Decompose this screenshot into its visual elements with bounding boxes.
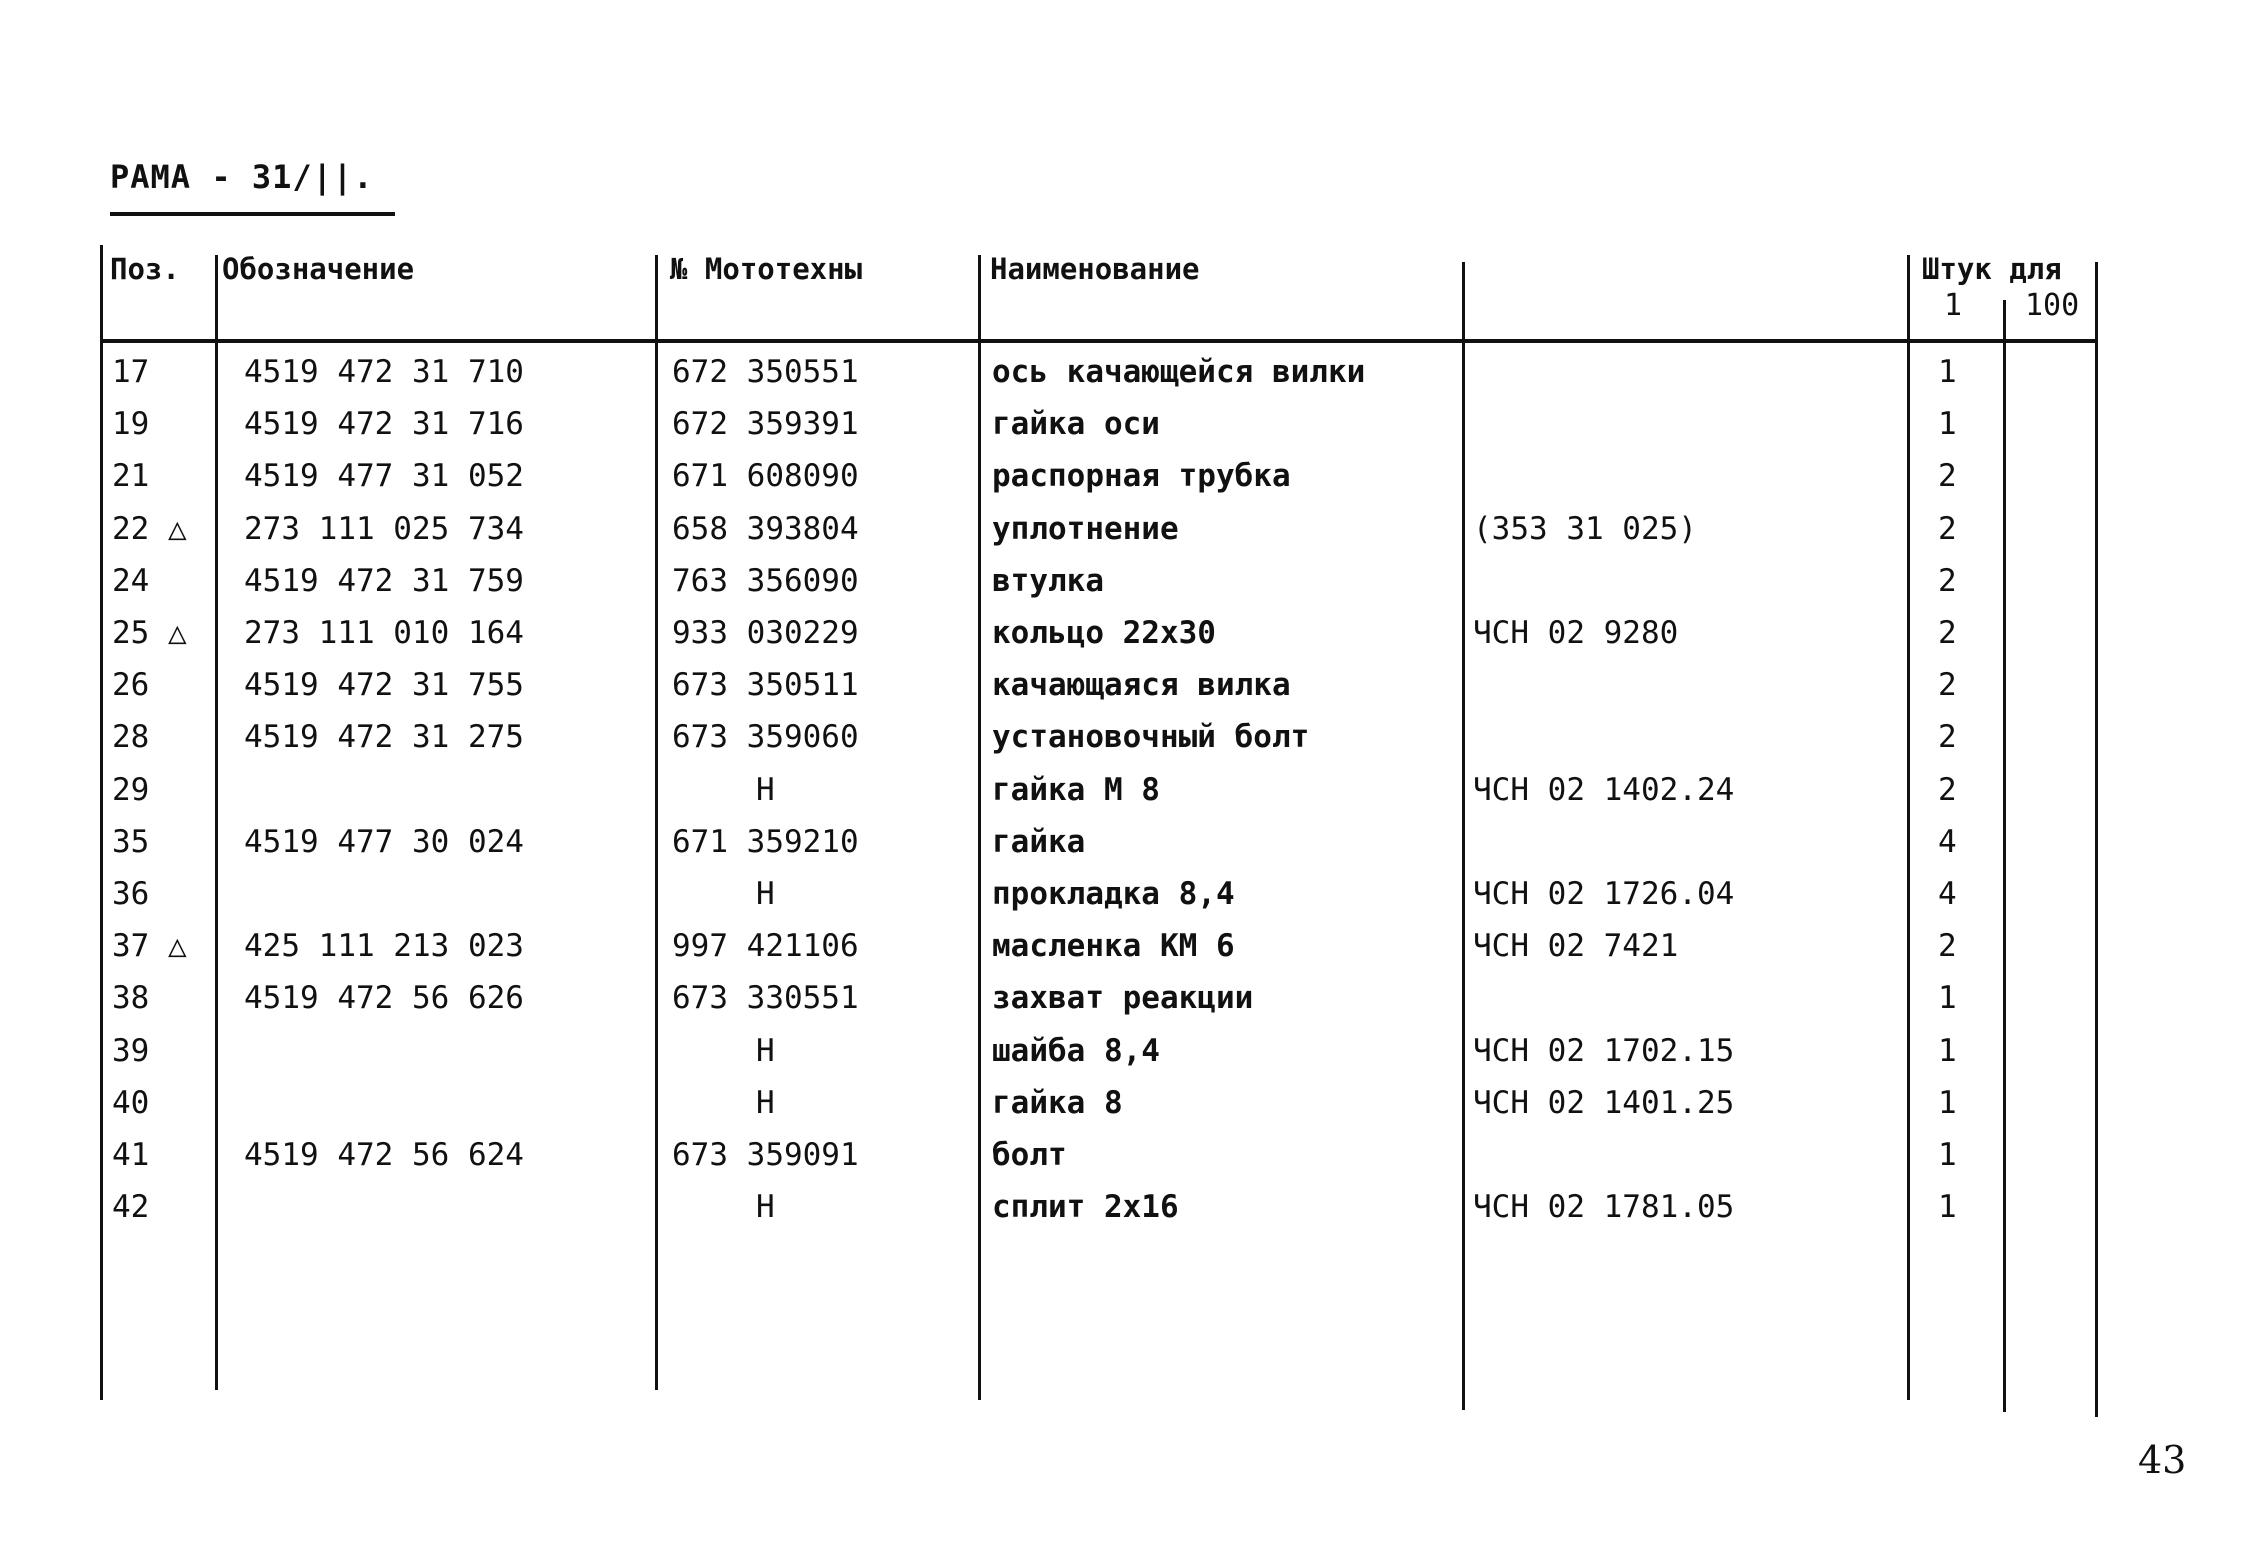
row-mototechna: 673 359060 xyxy=(672,719,859,755)
row-designation: 4519 472 56 626 xyxy=(244,980,524,1016)
row-pos: 25 △ xyxy=(112,615,187,651)
row-pos: 38 xyxy=(112,980,150,1016)
row-qty: 1 xyxy=(1938,1137,1957,1173)
row-mototechna: 763 356090 xyxy=(672,563,859,599)
row-qty: 4 xyxy=(1938,876,1957,912)
table-row xyxy=(0,868,2250,920)
row-qty: 2 xyxy=(1938,615,1957,651)
header-pos: Поз. xyxy=(110,252,180,286)
row-name: захват реакции xyxy=(992,980,1254,1016)
row-name: болт xyxy=(992,1137,1067,1173)
row-standard: ЧСН 02 7421 xyxy=(1473,928,1679,964)
row-pos: 36 xyxy=(112,876,150,912)
header-qty: Штук для xyxy=(1922,252,2062,286)
header-designation: Обозначение xyxy=(222,252,415,286)
table-row xyxy=(0,450,2250,502)
title-underline xyxy=(110,212,395,216)
row-name: прокладка 8,4 xyxy=(992,876,1235,912)
row-name: гайка 8 xyxy=(992,1085,1123,1121)
row-mototechna: H xyxy=(756,1189,775,1225)
table-row xyxy=(0,1181,2250,1233)
row-mototechna: H xyxy=(756,772,775,808)
row-name: установочный болт xyxy=(992,719,1310,755)
row-mototechna: 658 393804 xyxy=(672,511,859,547)
row-designation: 4519 472 31 275 xyxy=(244,719,524,755)
row-mototechna: 671 359210 xyxy=(672,824,859,860)
row-pos: 40 xyxy=(112,1085,150,1121)
table-row xyxy=(0,503,2250,555)
row-name: гайка оси xyxy=(992,406,1160,442)
row-standard: (353 31 025) xyxy=(1473,511,1697,547)
row-name: шайба 8,4 xyxy=(992,1033,1160,1069)
table-row xyxy=(0,1025,2250,1077)
page-title: РАМА - 31/||. xyxy=(110,158,374,196)
row-qty: 2 xyxy=(1938,458,1957,494)
row-designation: 4519 477 30 024 xyxy=(244,824,524,860)
header-qty-100: 100 xyxy=(2025,288,2080,323)
row-mototechna: H xyxy=(756,876,775,912)
table-row xyxy=(0,1129,2250,1181)
row-standard: ЧСН 02 1726.04 xyxy=(1473,876,1735,912)
row-pos: 17 xyxy=(112,354,150,390)
row-name: распорная трубка xyxy=(992,458,1291,494)
row-name: качающаяся вилка xyxy=(992,667,1291,703)
row-name: сплит 2x16 xyxy=(992,1189,1179,1225)
row-pos: 28 xyxy=(112,719,150,755)
row-pos: 24 xyxy=(112,563,150,599)
row-mototechna: 673 359091 xyxy=(672,1137,859,1173)
row-mototechna: H xyxy=(756,1033,775,1069)
row-designation: 273 111 025 734 xyxy=(244,511,524,547)
header-name: Наименование xyxy=(990,252,1200,286)
row-mototechna: 671 608090 xyxy=(672,458,859,494)
row-pos: 39 xyxy=(112,1033,150,1069)
row-designation: 4519 472 56 624 xyxy=(244,1137,524,1173)
row-qty: 1 xyxy=(1938,406,1957,442)
row-pos: 35 xyxy=(112,824,150,860)
header-underline xyxy=(103,339,2098,343)
row-designation: 425 111 213 023 xyxy=(244,928,524,964)
row-mototechna: H xyxy=(756,1085,775,1121)
row-mototechna: 672 359391 xyxy=(672,406,859,442)
row-designation: 4519 472 31 710 xyxy=(244,354,524,390)
table-row xyxy=(0,920,2250,972)
row-qty: 1 xyxy=(1938,354,1957,390)
row-qty: 1 xyxy=(1938,1085,1957,1121)
row-name: ось качающейся вилки xyxy=(992,354,1366,390)
row-designation: 4519 477 31 052 xyxy=(244,458,524,494)
table-row xyxy=(0,764,2250,816)
row-qty: 2 xyxy=(1938,511,1957,547)
row-pos: 41 xyxy=(112,1137,150,1173)
row-qty: 2 xyxy=(1938,719,1957,755)
row-designation: 273 111 010 164 xyxy=(244,615,524,651)
table-row xyxy=(0,1077,2250,1129)
table-row xyxy=(0,607,2250,659)
row-standard: ЧСН 02 1781.05 xyxy=(1473,1189,1735,1225)
table-row xyxy=(0,816,2250,868)
table-row xyxy=(0,659,2250,711)
page-number: 43 xyxy=(2138,1438,2187,1482)
row-qty: 2 xyxy=(1938,928,1957,964)
row-qty: 1 xyxy=(1938,1189,1957,1225)
row-pos: 21 xyxy=(112,458,150,494)
row-qty: 2 xyxy=(1938,772,1957,808)
table-row xyxy=(0,972,2250,1024)
header-mototechna: № Мототехны xyxy=(670,252,863,286)
header-qty-1: 1 xyxy=(1944,288,1963,323)
row-pos: 42 xyxy=(112,1189,150,1225)
row-name: втулка xyxy=(992,563,1104,599)
row-pos: 37 △ xyxy=(112,928,187,964)
row-qty: 2 xyxy=(1938,563,1957,599)
row-qty: 1 xyxy=(1938,980,1957,1016)
row-standard: ЧСН 02 1401.25 xyxy=(1473,1085,1735,1121)
row-mototechna: 997 421106 xyxy=(672,928,859,964)
row-pos: 22 △ xyxy=(112,511,187,547)
row-designation: 4519 472 31 759 xyxy=(244,563,524,599)
table-row xyxy=(0,346,2250,398)
row-mototechna: 672 350551 xyxy=(672,354,859,390)
table-row xyxy=(0,398,2250,450)
row-name: гайка xyxy=(992,824,1086,860)
table-row xyxy=(0,555,2250,607)
row-standard: ЧСН 02 9280 xyxy=(1473,615,1679,651)
row-mototechna: 673 330551 xyxy=(672,980,859,1016)
row-pos: 19 xyxy=(112,406,150,442)
row-mototechna: 933 030229 xyxy=(672,615,859,651)
row-name: масленка КМ 6 xyxy=(992,928,1235,964)
row-designation: 4519 472 31 755 xyxy=(244,667,524,703)
row-name: кольцо 22x30 xyxy=(992,615,1216,651)
table-row xyxy=(0,711,2250,763)
row-qty: 1 xyxy=(1938,1033,1957,1069)
row-qty: 4 xyxy=(1938,824,1957,860)
row-name: уплотнение xyxy=(992,511,1179,547)
row-qty: 2 xyxy=(1938,667,1957,703)
row-standard: ЧСН 02 1402.24 xyxy=(1473,772,1735,808)
row-mototechna: 673 350511 xyxy=(672,667,859,703)
row-name: гайка М 8 xyxy=(992,772,1160,808)
row-pos: 26 xyxy=(112,667,150,703)
row-standard: ЧСН 02 1702.15 xyxy=(1473,1033,1735,1069)
row-pos: 29 xyxy=(112,772,150,808)
row-designation: 4519 472 31 716 xyxy=(244,406,524,442)
